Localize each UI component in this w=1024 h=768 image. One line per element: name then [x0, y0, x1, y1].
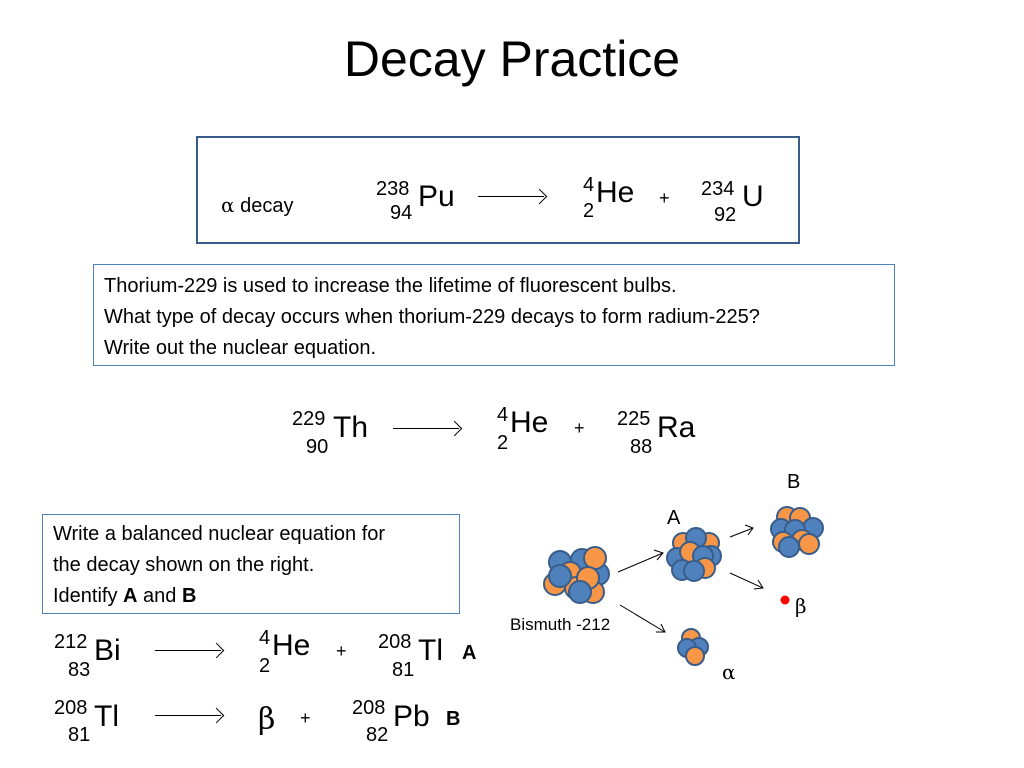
mass-number: 229: [292, 408, 326, 430]
mass-number: 4: [259, 627, 271, 649]
atomic-number: 82: [366, 724, 389, 746]
element-symbol: Th: [333, 411, 369, 444]
atomic-number: 92: [714, 204, 737, 226]
atomic-number: 2: [583, 200, 595, 222]
question-2-line: the decay shown on the right.: [53, 554, 315, 576]
electron-dot: [781, 596, 790, 605]
mass-number: 234: [701, 178, 735, 200]
decay-diagram: [500, 460, 830, 700]
mass-number: 4: [497, 404, 509, 426]
reaction-arrow: [155, 715, 221, 716]
page-title: Decay Practice: [343, 31, 681, 87]
atomic-number: 83: [68, 659, 91, 681]
plus-sign: +: [574, 418, 585, 438]
element-symbol: U: [742, 180, 764, 213]
label-b-answer: B: [446, 708, 461, 730]
plus-sign: +: [659, 188, 670, 208]
question-1-line: What type of decay occurs when thorium-229 decays to form radium-225?: [104, 306, 760, 328]
atomic-number: 90: [306, 436, 329, 458]
alpha-symbol: α: [221, 193, 235, 217]
beta-symbol: β: [795, 594, 807, 618]
alpha-symbol: α: [722, 660, 736, 684]
bismuth-nucleus: [544, 547, 609, 603]
atomic-number: 81: [392, 659, 415, 681]
question-2-box: [42, 514, 460, 614]
question-1-line: Write out the nuclear equation.: [104, 337, 377, 359]
atomic-number: 81: [68, 724, 91, 746]
bismuth-label: Bismuth -212: [510, 615, 611, 634]
nucleus-a: [667, 528, 721, 581]
mass-number: 208: [352, 697, 386, 719]
example-label-text: decay: [240, 195, 294, 217]
and-text: and: [137, 585, 182, 607]
atomic-number: 94: [390, 202, 413, 224]
mass-number: 208: [54, 697, 88, 719]
atomic-number: 88: [630, 436, 653, 458]
element-symbol: Pu: [418, 180, 455, 213]
element-symbol: Bi: [94, 634, 121, 667]
mass-number: 4: [583, 174, 595, 196]
question-1-box: [93, 264, 895, 366]
element-symbol: Tl: [94, 700, 119, 733]
element-symbol: Tl: [418, 634, 443, 667]
label-b-diagram: B: [787, 471, 801, 493]
question-2-line: Write a balanced nuclear equation for: [53, 523, 386, 545]
mass-number: 238: [376, 178, 410, 200]
element-symbol: He: [272, 629, 311, 662]
alpha-particle: [678, 629, 708, 665]
identify-text: Identify: [53, 585, 124, 607]
mass-number: 225: [617, 408, 651, 430]
nucleus-b: [771, 507, 823, 557]
element-symbol: Pb: [393, 700, 430, 733]
plus-sign: +: [300, 708, 311, 728]
element-symbol: Ra: [657, 411, 696, 444]
mass-number: 208: [378, 631, 412, 653]
beta-particle: β: [258, 702, 276, 737]
label-b: B: [181, 585, 197, 607]
example-label: [221, 193, 293, 218]
label-a: A: [123, 585, 138, 607]
mass-number: 212: [54, 631, 88, 653]
plus-sign: +: [336, 641, 347, 661]
element-symbol: He: [596, 176, 635, 209]
atomic-number: 2: [259, 655, 271, 677]
reaction-arrow: [155, 650, 221, 651]
reaction-arrow: [393, 428, 459, 429]
atomic-number: 2: [497, 432, 509, 454]
element-symbol: He: [510, 406, 549, 439]
question-2-line: [53, 581, 449, 612]
question-1-line: Thorium-229 is used to increase the lifetime of fluorescent bulbs.: [104, 275, 677, 297]
label-a-diagram: A: [667, 507, 681, 529]
reaction-arrow: [478, 196, 544, 197]
label-a-answer: A: [462, 642, 477, 664]
